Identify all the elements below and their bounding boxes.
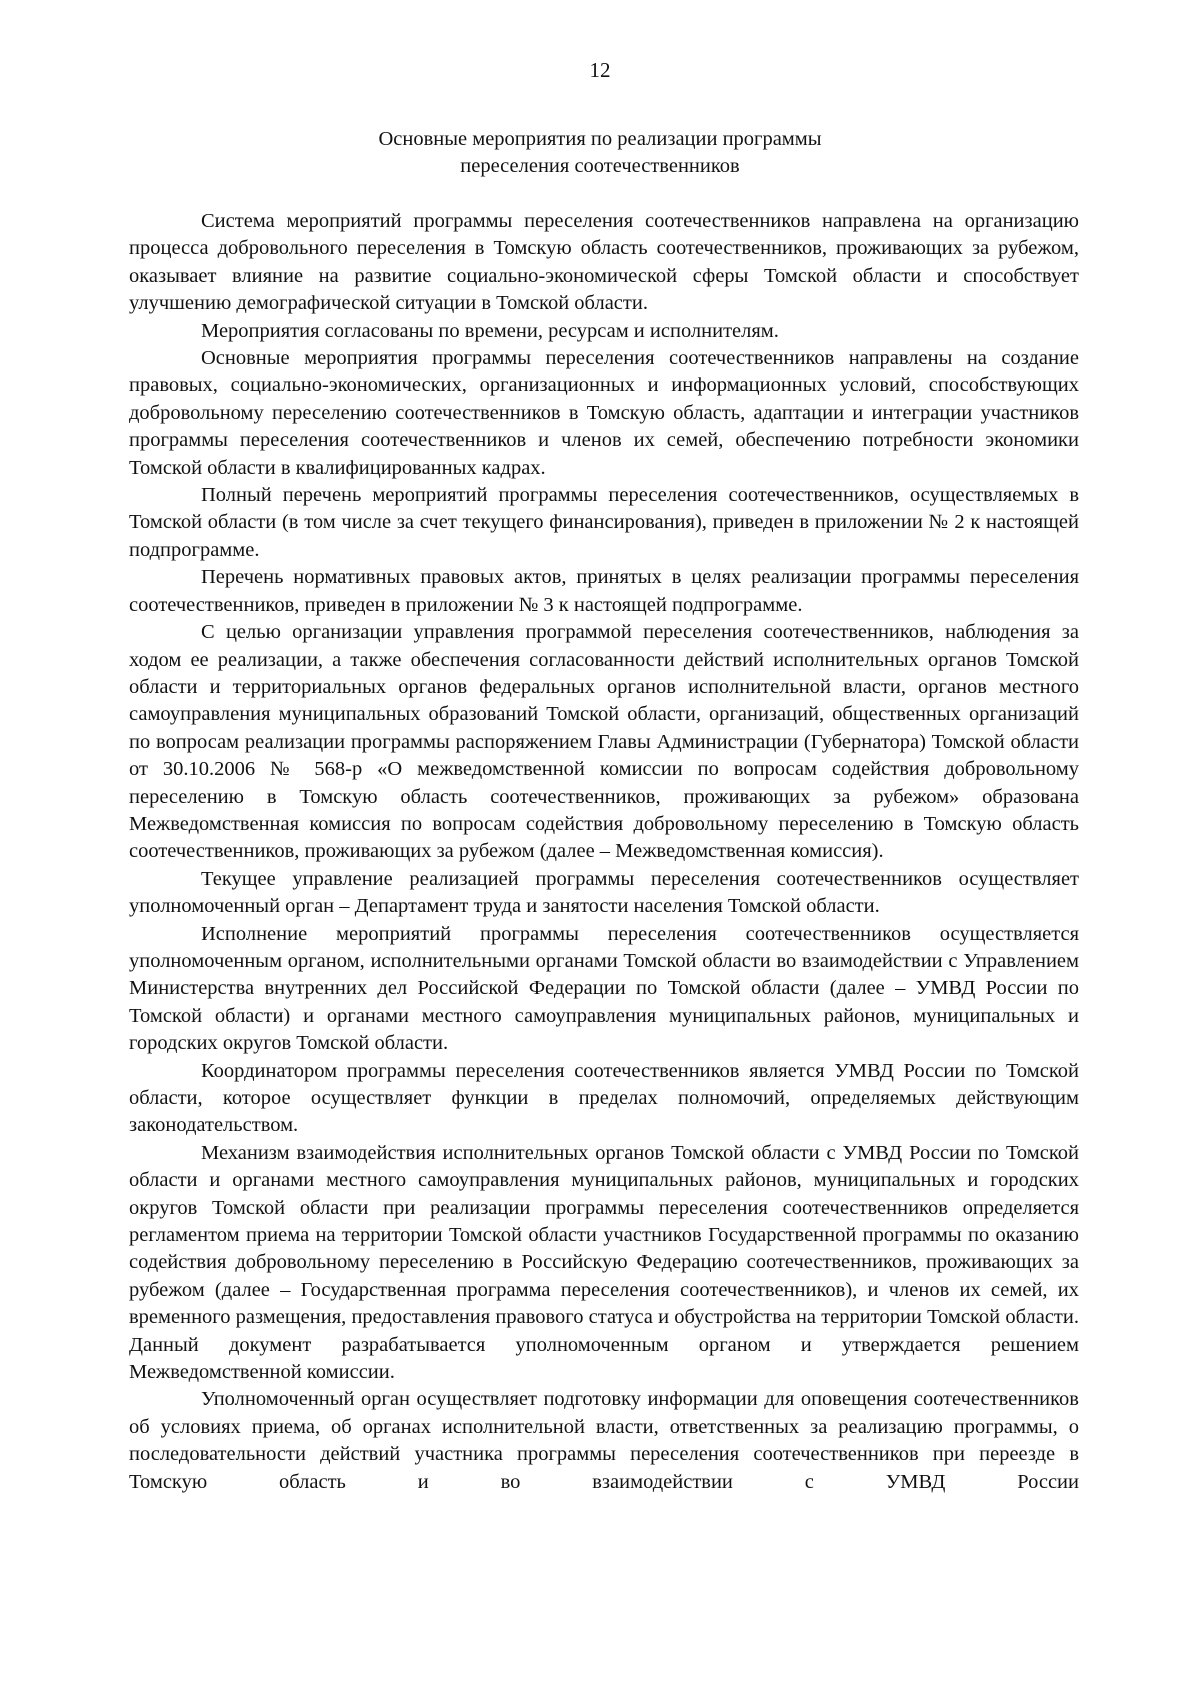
paragraph-2: Мероприятия согласованы по времени, ресурсам и исполнителям. — [201, 319, 779, 342]
paragraph-4: Полный перечень мероприятий программы переселения соотечественников, осуществляемых в Томской области (в том числе за счет текущего финансирования), приведен в приложении № 2 к настоящей подпрограмме. — [129, 484, 1079, 561]
paragraph-3: Основные мероприятия программы переселения соотечественников направлены на создание правовых, социально-экономических, организационных и информационных условий, способствующих добровольному переселению соотечественников в Томскую область, адаптации и интеграции участников программы переселения соотечественников и членов их семей, обеспечению потребности экономики Томской области в квалифицированных кадрах. — [129, 347, 1079, 479]
paragraph-7: Текущее управление реализацией программы переселения соотечественников осуществляет уполномоченный орган – Департамент труда и занятости населения Томской области. — [129, 867, 1079, 918]
paragraph-10: Механизм взаимодействия исполнительных органов Томской области с УМВД России по Томской области и органами местного самоуправления муниципальных районов, муниципальных и городских округов Томской области при реализации программы переселения соотечественников определяется регламентом приема на территории Томской области участников Государственной программы по оказанию содействия добровольному переселению в Российскую Федерацию соотечественников, проживающих за рубежом (далее – Государственная программа переселения соотечественников), и членов их семей, их временного размещения, предоставления правового статуса и обустройства на территории Томской области. Данный документ разрабатывается уполномоченным органом и утверждается решением Межведомственной комиссии. — [129, 1141, 1079, 1384]
paragraph-9: Координатором программы переселения соотечественников является УМВД России по Томской области, которое осуществляет функции в пределах полномочий, определяемых действующим законодательством. — [129, 1059, 1079, 1137]
page-number: 12 — [589, 58, 611, 82]
section-heading-line-1: Основные мероприятия по реализации программы — [378, 128, 822, 150]
paragraph-8: Исполнение мероприятий программы переселения соотечественников осуществляется уполномоченным органом, исполнительными органами Томской области во взаимодействии с Управлением Министерства внутренних дел Российской Федерации по Томской области (далее – УМВД России по Томской области) и органами местного самоуправления муниципальных районов, муниципальных и городских округов Томской области. — [129, 922, 1079, 1055]
paragraph-6: С целью организации управления программой переселения соотечественников, наблюдения за ходом ее реализации, а также обеспечения согласованности действий исполнительных органов Томской области и территориальных органов федеральных органов исполнительной власти, органов местного самоуправления муниципальных образований Томской области, организаций, общественных организаций по вопросам реализации программы распоряжением Главы Администрации (Губернатора) Томской области от 30.10.2006 № 568-р «О межведомственной комиссии по вопросам содействия добровольному переселению в Томскую область соотечественников, проживающих за рубежом» образована Межведомственная комиссия по вопросам содействия добровольному переселению в Томскую область соотечественников, проживающих за рубежом (далее – Межведомственная комиссия). — [129, 621, 1079, 863]
paragraph-1: Система мероприятий программы переселения соотечественников направлена на организацию процесса добровольного переселения в Томскую область соотечественников, проживающих за рубежом, оказывает влияние на развитие социально-экономической сферы Томской области и способствует улучшению демографической ситуации в Томской области. — [129, 210, 1079, 315]
paragraph-5: Перечень нормативных правовых актов, принятых в целях реализации программы переселения соотечественников, приведен в приложении № 3 к настоящей подпрограмме. — [129, 566, 1079, 616]
body-text — [129, 208, 1079, 1496]
paragraph-11: Уполномоченный орган осуществляет подготовку информации для оповещения соотечественников об условиях приема, об органах исполнительной власти, ответственных за реализацию программы, о последовательности действий участника программы переселения соотечественников при переезде в Томскую область и во взаимодействии с УМВД России — [129, 1388, 1079, 1493]
section-heading — [300, 126, 900, 180]
section-heading-line-2: переселения соотечественников — [460, 155, 740, 177]
